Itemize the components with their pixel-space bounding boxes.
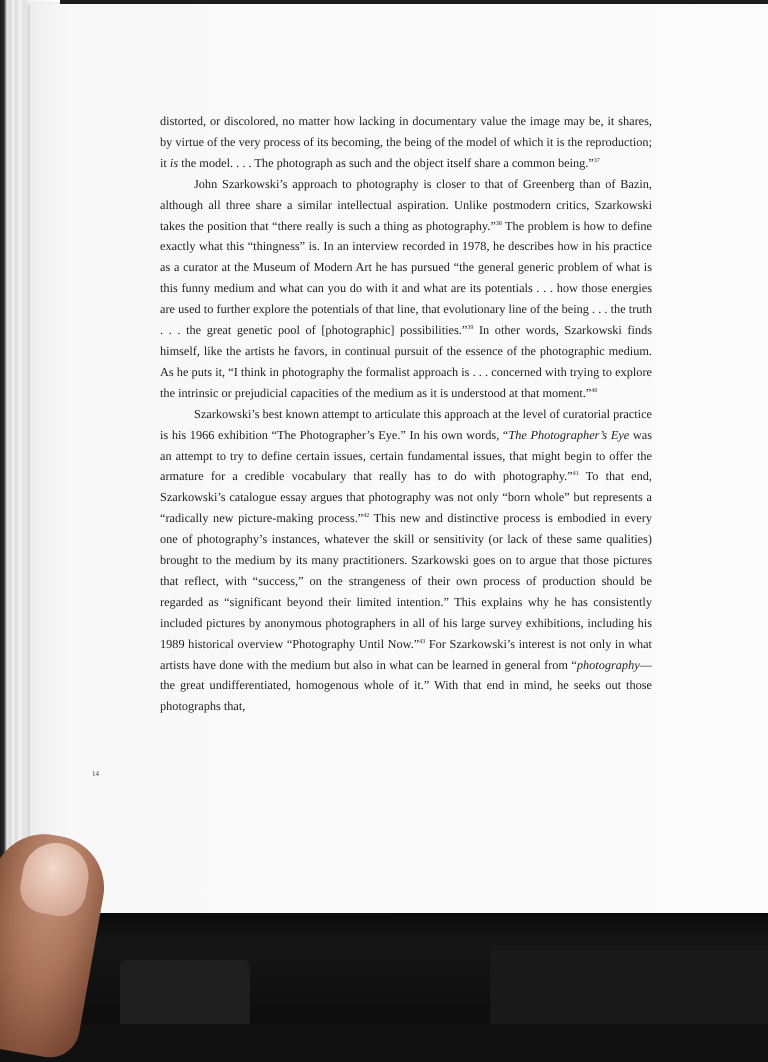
paragraph-2: John Szarkowski’s approach to photography is closer to that of Greenberg than of Bazin, although all three share a similar intellectual aspiration. Unlike postmodern critics, Szarkowski takes the position that “there really is such a thing as photography.”$^{38}$ The problem is how to define exactly what this “thingness” is. In an interview recorded in 1978, he describes how in his practice as a curator at the Museum of Modern Art he has pursued “the general generic problem of what is this funny medium and what can you do with it and what are its potentials . . . how those energies are used to further explore the potentials of that line, that evolutionary line of the being . . . the truth . . . the great genetic pool of [photographic] possibilities.”$^{39}$ In other words, Szarkowski finds himself, like the artists he favors, in continual pursuit of the essence of the photographic medium. As he puts it, “I think in photography the formalist approach is . . . concerned with trying to explore the intrinsic or prejudicial capacities of the medium as it is understood at that moment.”$^{40}$ bbox=[160, 176, 653, 400]
footnote-ref: 38 bbox=[495, 220, 502, 227]
paragraph-1: distorted, or discolored, no matter how lacking in documentary value the image may be, it shares, by virtue of the very process of its becoming, the being of the model of which it is the reproduction; it is the model. . . . The photograph as such and the object itself share a common being.”$^{37}$ bbox=[160, 114, 652, 170]
paragraph-3: Szarkowski’s best known attempt to articulate this approach at the level of curatorial practice is his 1966 exhibition “The Photographer’s Eye.” In his own words, “The Photographer’s Eye was an attempt to try to define certain issues, certain fundamental issues, that might begin to offer the armature for a credible vocabulary that really has to do with photography.”$^{41}$ To that end, Szarkowski’s catalogue essay argues that photography was not only “born whole” but represents a “radically new picture-making process.”$^{42}$ This new and distinctive process is embodied in every one of photography’s instances, whatever the skill or sensitivity (or lack of these same qualities) brought to the medium by its many practitioners. Szarkowski goes on to argue that those pictures that reflect, with “success,” on the strangeness of their own process of production should be regarded as “significant beyond their limited intention.” This explains why he has consistently included pictures by anonymous photographers in all of his large survey exhibitions, including his 1989 historical overview “Photography Until Now.”$^{43}$ For Szarkowski’s interest is not only in what artists have done with the medium but also in what can be learned in general from “photography—the great undifferentiated, homogenous whole of it.” With that end in mind, he seeks out those photographs that, bbox=[160, 406, 652, 714]
footnote-ref: 37 bbox=[593, 157, 600, 164]
footnote-ref: 39 bbox=[467, 325, 474, 332]
page-number: 14 bbox=[92, 770, 99, 778]
footnote-ref: 43 bbox=[419, 638, 426, 645]
background-shape bbox=[120, 960, 250, 1024]
footnote-ref: 40 bbox=[591, 387, 598, 394]
background-shape bbox=[490, 950, 768, 1024]
body-text bbox=[160, 111, 652, 717]
footnote-ref: 41 bbox=[572, 471, 579, 478]
footnote-ref: 42 bbox=[363, 513, 370, 520]
